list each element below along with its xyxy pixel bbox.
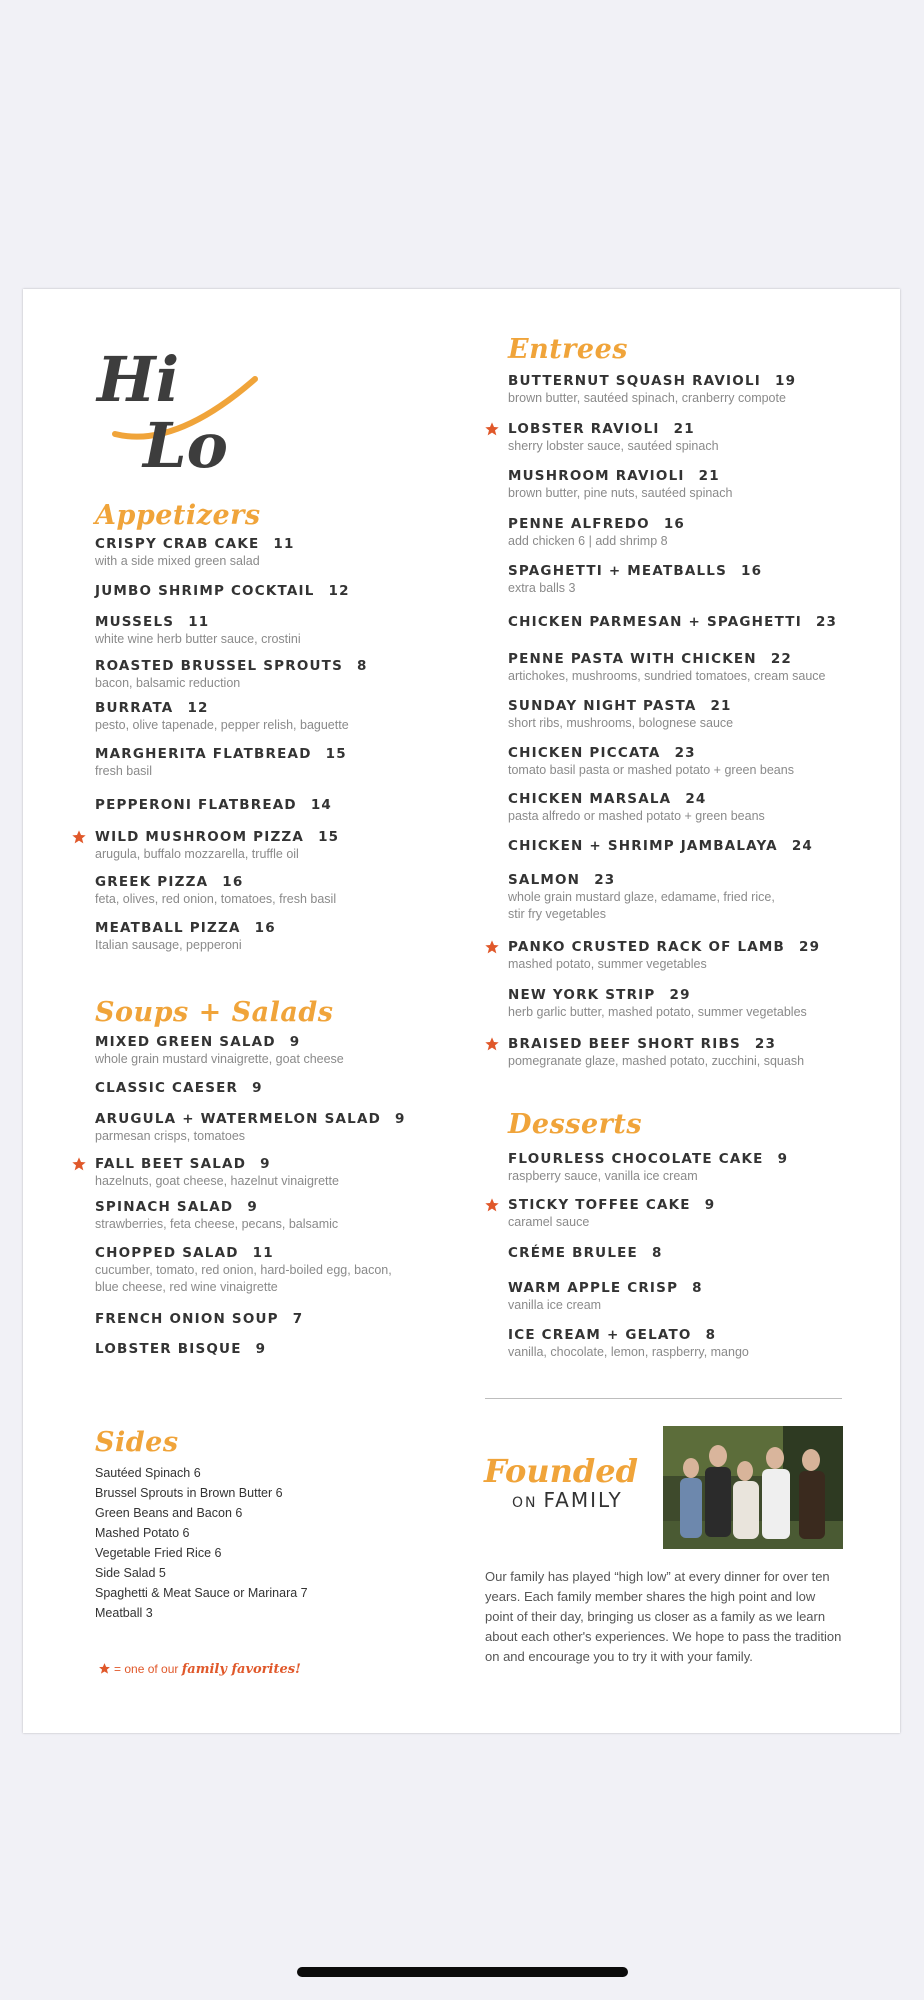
menu-item (508, 745, 898, 779)
item-title: PENNE ALFREDO (508, 516, 650, 532)
family-photo (663, 1426, 843, 1549)
sides-title: Sides (95, 1427, 179, 1458)
item-title: SALMON (508, 872, 581, 888)
item-description: caramel sauce (508, 1215, 590, 1229)
side-item: Vegetable Fried Rice 6 (95, 1546, 222, 1560)
item-price: 7 (292, 1311, 304, 1327)
item-description: herb garlic butter, mashed potato, summer vegetables (508, 1005, 807, 1019)
item-name (508, 987, 898, 1004)
founded-on: ON (512, 1495, 538, 1511)
item-price: 21 (710, 698, 732, 714)
item-name (95, 1156, 485, 1173)
item-title: WILD MUSHROOM PIZZA (95, 829, 305, 845)
item-title: CRÉME BRULEE (508, 1245, 638, 1261)
item-name (508, 698, 898, 715)
item-description: hazelnuts, goat cheese, hazelnut vinaigrette (95, 1174, 339, 1188)
menu-item (95, 1080, 485, 1097)
item-price: 23 (754, 1036, 777, 1052)
menu-item (508, 872, 898, 923)
item-price: 8 (357, 658, 368, 674)
item-description: fresh basil (95, 764, 152, 778)
item-name (95, 920, 485, 937)
item-price: 9 (704, 1197, 716, 1213)
item-name (508, 1197, 898, 1214)
star-icon (71, 1156, 87, 1172)
item-description: brown butter, pine nuts, sautéed spinach (508, 486, 733, 500)
founded-word: Founded (484, 1452, 638, 1490)
entrees-title: Entrees (508, 334, 628, 365)
menu-item (95, 797, 485, 814)
item-price: 23 (674, 745, 696, 761)
menu-item (508, 1280, 898, 1314)
item-price: 9 (395, 1111, 406, 1127)
menu-item (508, 1197, 898, 1231)
item-title: LOBSTER RAVIOLI (508, 421, 660, 437)
item-name (508, 1151, 898, 1168)
side-item: Brussel Sprouts in Brown Butter 6 (95, 1486, 283, 1500)
menu-item (95, 829, 485, 863)
item-description: add chicken 6 | add shrimp 8 (508, 534, 668, 548)
item-title: MUSSELS (95, 614, 175, 630)
item-title: FALL BEET SALAD (95, 1156, 247, 1172)
item-name (95, 583, 485, 600)
svg-text:Lo: Lo (143, 409, 228, 479)
item-description: sherry lobster sauce, sautéed spinach (508, 439, 719, 453)
side-item: Sautéed Spinach 6 (95, 1466, 201, 1480)
item-price: 9 (252, 1080, 263, 1096)
item-description: pomegranate glaze, mashed potato, zucchini, squash (508, 1054, 805, 1068)
item-description: artichokes, mushrooms, sundried tomatoes, cream sauce (508, 669, 826, 683)
menu-item (508, 1327, 898, 1361)
item-description: pasta alfredo or mashed potato + green beans (508, 809, 765, 823)
item-price: 9 (777, 1151, 789, 1167)
item-price: 14 (310, 797, 333, 813)
item-price: 16 (741, 563, 763, 579)
desserts-title: Desserts (508, 1109, 643, 1140)
item-title: ICE CREAM + GELATO (508, 1327, 692, 1343)
item-price: 12 (328, 583, 350, 599)
founded-family: FAMILY (543, 1488, 623, 1512)
item-title: SPAGHETTI + MEATBALLS (508, 563, 728, 579)
menu-item (95, 1156, 485, 1190)
item-name (508, 1036, 898, 1053)
menu-item (508, 651, 898, 685)
item-name (508, 421, 898, 438)
item-description: tomato basil pasta or mashed potato + green beans (508, 763, 794, 777)
item-name (95, 700, 485, 717)
item-price: 8 (692, 1280, 703, 1296)
menu-item (508, 373, 898, 407)
menu-item (95, 746, 485, 780)
item-name (508, 791, 898, 808)
item-title: LOBSTER BISQUE (95, 1341, 242, 1357)
item-price: 22 (770, 651, 792, 667)
item-description: parmesan crisps, tomatoes (95, 1129, 246, 1143)
founded-subtitle (512, 1488, 654, 1512)
menu-item (508, 516, 898, 550)
menu-item (508, 1151, 898, 1185)
item-price: 29 (799, 939, 821, 955)
menu-item (95, 1034, 485, 1068)
item-name (508, 1280, 898, 1297)
item-title: BUTTERNUT SQUASH RAVIOLI (508, 373, 761, 389)
side-item: Mashed Potato 6 (95, 1526, 190, 1540)
item-price: 15 (325, 746, 347, 762)
menu-item (508, 614, 898, 631)
item-name (95, 797, 485, 814)
item-title: STICKY TOFFEE CAKE (508, 1197, 691, 1213)
item-price: 9 (289, 1034, 301, 1050)
item-description: strawberries, feta cheese, pecans, balsamic (95, 1217, 339, 1231)
divider (485, 1398, 842, 1399)
item-name (508, 1245, 898, 1262)
item-name (508, 1327, 898, 1344)
item-name (95, 536, 485, 553)
item-description: cucumber, tomato, red onion, hard-boiled egg, bacon, blue cheese, red wine vinaigrette (95, 1263, 392, 1294)
item-name (508, 516, 898, 533)
menu-item (508, 421, 898, 455)
item-price: 9 (247, 1199, 258, 1215)
item-title: JUMBO SHRIMP COCKTAIL (95, 583, 315, 599)
item-description: vanilla, chocolate, lemon, raspberry, mango (508, 1345, 749, 1359)
item-title: GREEK PIZZA (95, 874, 209, 890)
menu-item (508, 563, 898, 597)
item-price: 24 (685, 791, 707, 807)
hilo-logo (95, 339, 265, 479)
item-title: PEPPERONI FLATBREAD (95, 797, 297, 813)
item-name (95, 614, 485, 631)
item-name (95, 1111, 485, 1128)
item-price: 15 (318, 829, 340, 845)
legend-favorites: family favorites! (181, 1662, 301, 1677)
item-title: MARGHERITA FLATBREAD (95, 746, 312, 762)
item-title: CHICKEN PARMESAN + SPAGHETTI (508, 614, 802, 630)
side-item: Green Beans and Bacon 6 (95, 1506, 243, 1520)
item-name (95, 658, 485, 675)
item-price: 16 (254, 920, 276, 936)
star-icon (484, 421, 500, 437)
item-title: MEATBALL PIZZA (95, 920, 241, 936)
menu-item (508, 468, 898, 502)
item-name (508, 651, 898, 668)
menu-item (508, 939, 898, 973)
founded-on-family-title (484, 1454, 654, 1512)
item-name (508, 468, 898, 485)
menu-item (95, 700, 485, 734)
menu-item (508, 838, 898, 855)
item-title: ARUGULA + WATERMELON SALAD (95, 1111, 381, 1127)
item-name (508, 939, 898, 956)
item-title: CLASSIC CAESER (95, 1080, 239, 1096)
menu-item (95, 920, 485, 954)
item-name (95, 746, 485, 763)
side-item: Spaghetti & Meat Sauce or Marinara 7 (95, 1586, 308, 1600)
item-description: with a side mixed green salad (95, 554, 260, 568)
star-icon (98, 1662, 111, 1675)
item-price: 23 (594, 872, 616, 888)
item-name (508, 745, 898, 762)
star-icon (484, 1036, 500, 1052)
menu-item (508, 791, 898, 825)
menu-item (95, 658, 485, 692)
svg-text:Hi: Hi (97, 343, 180, 416)
item-description: mashed potato, summer vegetables (508, 957, 707, 971)
menu-item (95, 874, 485, 908)
legend-text: = one of our (114, 1662, 182, 1676)
item-price: 23 (815, 614, 838, 630)
item-name (508, 838, 898, 855)
item-description: extra balls 3 (508, 581, 576, 595)
menu-item (95, 1111, 485, 1145)
menu-page (23, 289, 900, 1733)
menu-item (95, 1341, 485, 1358)
item-title: ROASTED BRUSSEL SPROUTS (95, 658, 344, 674)
menu-item (95, 583, 485, 600)
item-name (95, 1080, 485, 1097)
item-price: 29 (669, 987, 691, 1003)
soups-salads-title: Soups + Salads (95, 997, 334, 1028)
item-description: feta, olives, red onion, tomatoes, fresh basil (95, 892, 337, 906)
item-name (95, 1034, 485, 1051)
menu-item (95, 1199, 485, 1233)
home-indicator[interactable] (297, 1967, 628, 1977)
item-description: vanilla ice cream (508, 1298, 602, 1312)
item-title: BRAISED BEEF SHORT RIBS (508, 1036, 741, 1052)
menu-item (508, 1036, 898, 1070)
menu-item (508, 1245, 898, 1262)
menu-item (95, 614, 485, 648)
item-price: 8 (705, 1327, 717, 1343)
star-icon (484, 939, 500, 955)
item-description: whole grain mustard vinaigrette, goat cheese (95, 1052, 344, 1066)
item-title: NEW YORK STRIP (508, 987, 656, 1003)
item-price: 9 (255, 1341, 267, 1357)
side-item: Side Salad 5 (95, 1566, 166, 1580)
item-title: PENNE PASTA WITH CHICKEN (508, 651, 757, 667)
item-price: 12 (187, 700, 209, 716)
item-description: white wine herb butter sauce, crostini (95, 632, 301, 646)
family-story-text: Our family has played “high low” at every dinner for over ten years. Each family member shares the high point and low point of their day, bringing us closer as a family as we learn about each other's experiences. We hope to pass the tradition on and encourage you to try it with your family. (485, 1569, 842, 1664)
item-title: CHICKEN PICCATA (508, 745, 661, 761)
item-name (95, 1311, 485, 1328)
item-name (95, 874, 485, 891)
item-title: MUSHROOM RAVIOLI (508, 468, 685, 484)
favorites-legend (98, 1662, 301, 1677)
item-title: FLOURLESS CHOCOLATE CAKE (508, 1151, 764, 1167)
appetizers-title: Appetizers (95, 500, 261, 531)
item-title: SUNDAY NIGHT PASTA (508, 698, 697, 714)
item-price: 11 (252, 1245, 274, 1261)
item-description: raspberry sauce, vanilla ice cream (508, 1169, 698, 1183)
item-description: brown butter, sautéed spinach, cranberry compote (508, 391, 786, 405)
item-title: MIXED GREEN SALAD (95, 1034, 276, 1050)
side-item: Meatball 3 (95, 1606, 153, 1620)
item-price: 16 (222, 874, 244, 890)
item-price: 9 (260, 1156, 271, 1172)
item-name (508, 872, 898, 889)
item-title: PANKO CRUSTED RACK OF LAMB (508, 939, 786, 955)
item-title: CHOPPED SALAD (95, 1245, 239, 1261)
item-name (95, 1245, 485, 1262)
item-name (95, 1341, 485, 1358)
item-name (508, 563, 898, 580)
menu-item (508, 987, 898, 1021)
item-description: bacon, balsamic reduction (95, 676, 241, 690)
item-title: FRENCH ONION SOUP (95, 1311, 279, 1327)
item-description: whole grain mustard glaze, edamame, fried rice, stir fry vegetables (508, 890, 775, 921)
item-name (508, 614, 898, 631)
item-price: 24 (791, 838, 814, 854)
item-price: 16 (663, 516, 685, 532)
item-price: 21 (698, 468, 720, 484)
item-price: 11 (273, 536, 295, 552)
item-price: 19 (774, 373, 797, 389)
star-icon (484, 1197, 500, 1213)
item-title: CHICKEN + SHRIMP JAMBALAYA (508, 838, 778, 854)
item-name (95, 1199, 485, 1216)
item-price: 8 (651, 1245, 663, 1261)
menu-item (95, 1311, 485, 1328)
item-name (508, 373, 898, 390)
menu-item (508, 698, 898, 732)
item-name (95, 829, 485, 846)
star-icon (71, 829, 87, 845)
item-description: short ribs, mushrooms, bolognese sauce (508, 716, 734, 730)
menu-item (95, 536, 485, 570)
item-description: arugula, buffalo mozzarella, truffle oil (95, 847, 299, 861)
menu-item (95, 1245, 485, 1296)
item-title: SPINACH SALAD (95, 1199, 234, 1215)
item-description: pesto, olive tapenade, pepper relish, baguette (95, 718, 349, 732)
item-title: BURRATA (95, 700, 174, 716)
item-description: Italian sausage, pepperoni (95, 938, 242, 952)
item-title: WARM APPLE CRISP (508, 1280, 679, 1296)
item-title: CHICKEN MARSALA (508, 791, 672, 807)
item-price: 11 (188, 614, 210, 630)
item-title: CRISPY CRAB CAKE (95, 536, 260, 552)
item-price: 21 (673, 421, 695, 437)
